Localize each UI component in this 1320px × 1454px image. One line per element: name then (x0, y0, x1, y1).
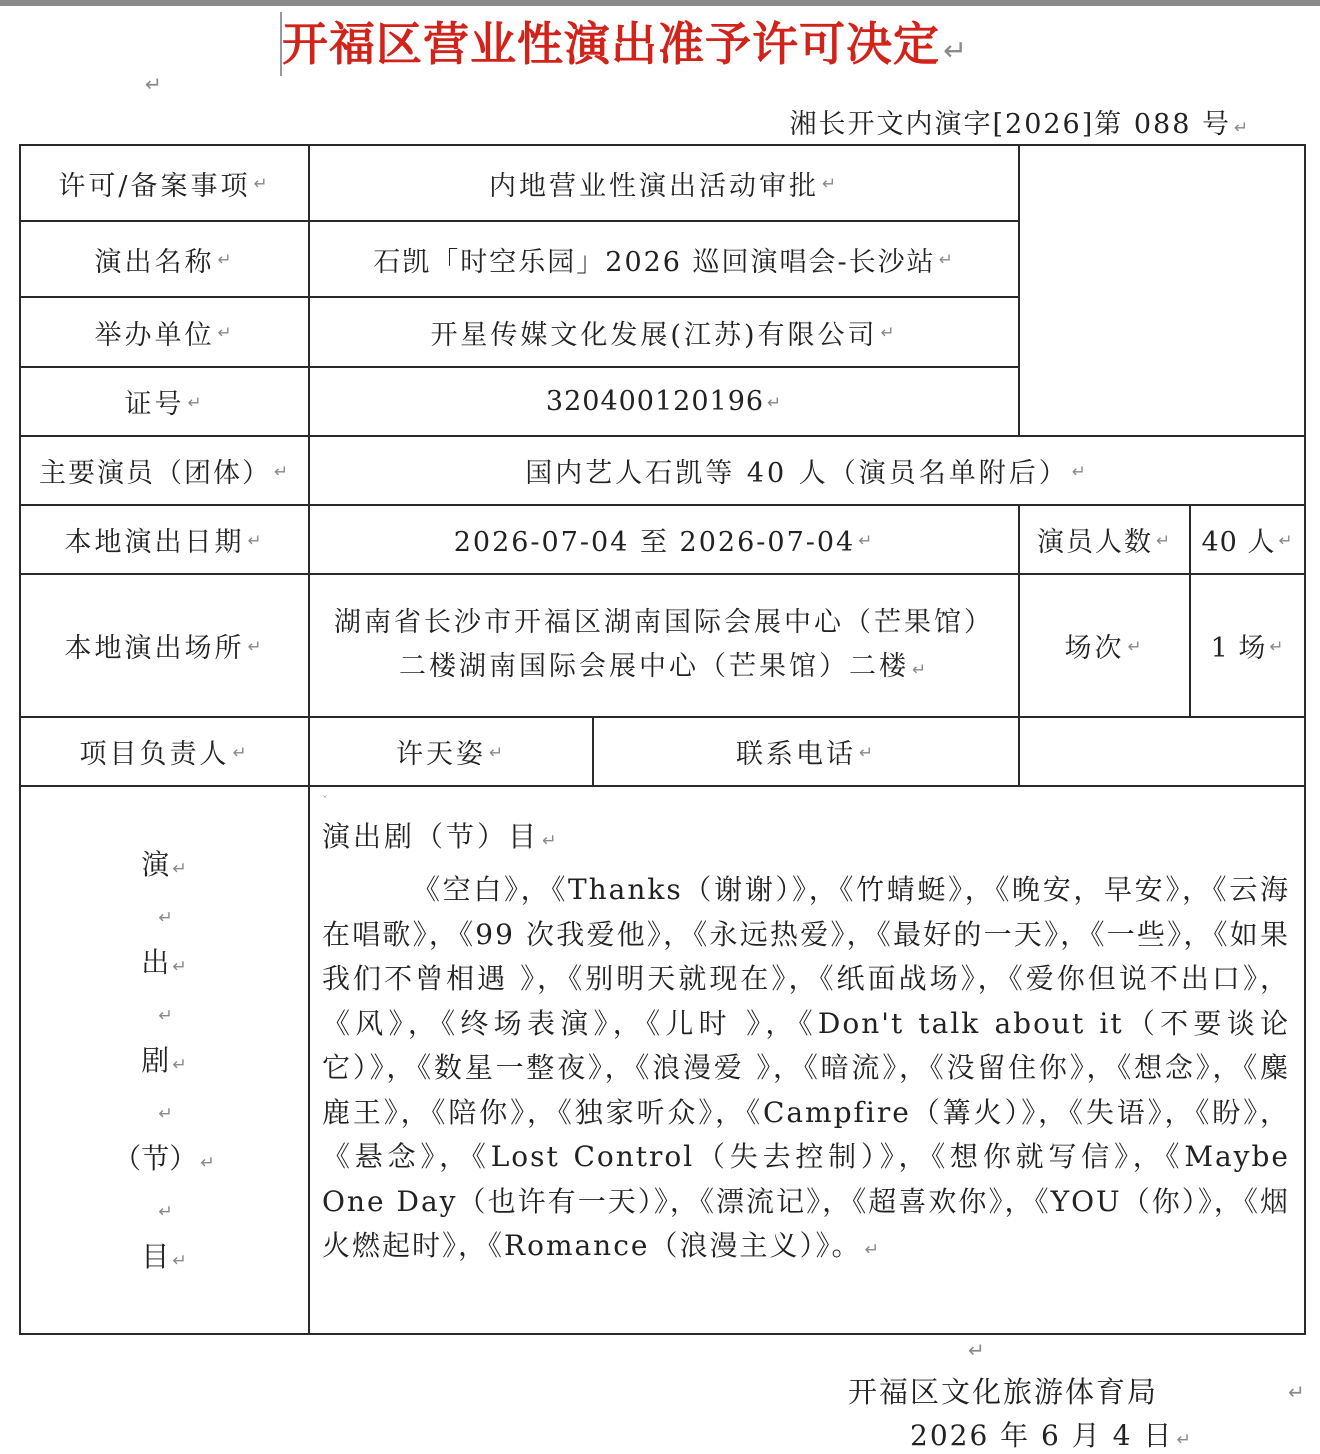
paragraph-mark: ↵ (145, 72, 162, 96)
page-title: 开福区营业性演出准予许可决定 ↵ (282, 17, 968, 71)
paragraph-mark: ↵ (968, 1338, 985, 1362)
program-content (322, 794, 1290, 1273)
value-license-number: 320400120196 ↵ (545, 386, 783, 417)
side-label-blank: ↵ (158, 1104, 173, 1124)
value-sessions: 1 场 ↵ (1210, 633, 1285, 664)
side-label-char: （节） ↵ (113, 1142, 215, 1175)
label-performer-count: 演员人数 ↵ (1036, 527, 1173, 558)
side-label-char: 目 ↵ (141, 1240, 187, 1273)
program-side-label (20, 840, 308, 1281)
value-contact-phone (1020, 718, 1304, 785)
value-main-performers: 国内艺人石凯等 40 人（演员名单附后） ↵ (525, 458, 1089, 489)
document-number: 湘长开文内演字[2026]第 088 号 ↵ (789, 109, 1250, 140)
label-main-performers: 主要演员（团体） ↵ (38, 458, 291, 489)
label-sessions: 场次 ↵ (1064, 633, 1145, 664)
label-license-number: 证号 ↵ (124, 389, 205, 420)
side-label-blank: ↵ (158, 908, 173, 928)
label-permit-item: 许可/备案事项 ↵ (58, 170, 271, 202)
side-label-blank: ↵ (158, 1202, 173, 1222)
value-performance-name: 石凯「时空乐园」2026 巡回演唱会-长沙站 ↵ (373, 246, 955, 278)
label-local-date: 本地演出日期 ↵ (64, 527, 265, 558)
side-label-char: 出 ↵ (141, 946, 187, 979)
label-contact-phone: 联系电话 ↵ (735, 739, 877, 770)
value-organizer: 开星传媒文化发展(江苏)有限公司 ↵ (430, 319, 898, 351)
label-organizer: 举办单位 ↵ (94, 319, 235, 351)
label-performance-name: 演出名称 ↵ (94, 246, 235, 278)
value-local-date: 2026-07-04 至 2026-07-04 ↵ (453, 527, 875, 558)
label-local-venue: 本地演出场所 ↵ (64, 633, 265, 664)
program-heading: 演出剧（节）目 ↵ (322, 820, 560, 853)
value-local-venue: 湖南省长沙市开福区湖南国际会展中心（芒果馆）二楼湖南国际会展中心（芒果馆）二楼 ↵ (334, 606, 994, 682)
label-project-lead: 项目负责人 ↵ (79, 739, 250, 770)
top-border (0, 0, 1320, 6)
paragraph-mark: ↵ (1288, 1380, 1305, 1404)
program-song-list: 《空白》，《Thanks（谢谢）》，《竹蜻蜓》，《晚安，早安》，《云海在唱歌》，《99 次我爱他》，《永远热爱》，《最好的一天》，《一些》，《如果我们不曾相遇 》，《别明天就现在》，《纸面战场》，《爱你但说不出口》，《风》，《终场表演》，《儿时 》，《Don't talk about it（不要谈论它）》，《数星一整夜》，《浪漫爱 》，《暗流》，《没留住你》，《想念》，《麋鹿王》，《陪你》，《独家听众》，《Campfire（篝火）》，《失语》，《盼》，《悬念》，《Lost Control（失去控制）》，《想你就写信》，《Maybe One Day（也许有一天）》，《漂流记》，《超喜欢你》，《YOU（你）》，《烟火燃起时》，《Romance（浪漫主义）》。 ↵ (322, 873, 1290, 1262)
issue-date: 2026 年 6 月 4 日 ↵ (910, 1419, 1193, 1452)
issuing-authority: 开福区文化旅游体育局 (848, 1375, 1159, 1409)
side-label-blank: ↵ (158, 1006, 173, 1026)
side-label-char: 剧 ↵ (141, 1044, 187, 1077)
side-label-char: 演 ↵ (141, 848, 187, 881)
value-project-lead: 许天姿 ↵ (395, 739, 507, 770)
value-performer-count: 40 人 ↵ (1201, 527, 1294, 558)
format-mark: ˇ (322, 794, 328, 808)
value-permit-item: 内地营业性演出活动审批 ↵ (488, 170, 840, 202)
